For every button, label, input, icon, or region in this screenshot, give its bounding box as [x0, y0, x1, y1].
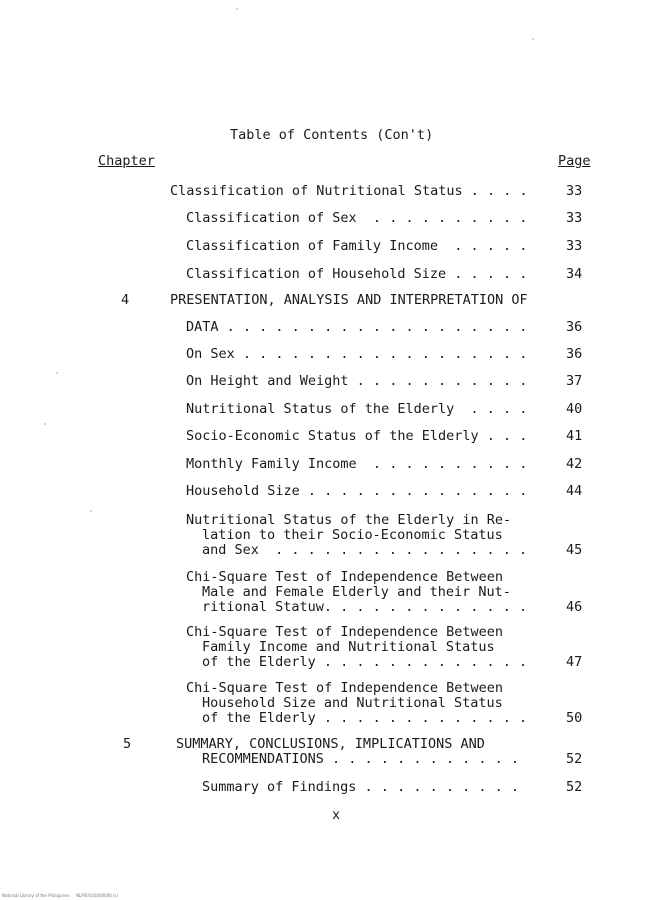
toc-entry-text: Nutritional Status of the Elderly in Re-	[186, 512, 512, 528]
toc-entry-text: Summary of Findings . . . . . . . . . .	[202, 779, 519, 795]
toc-entry-text: Socio-Economic Status of the Elderly . . .	[186, 428, 528, 444]
toc-entry-text: and Sex . . . . . . . . . . . . . . . .	[202, 542, 528, 558]
page-column-header: Page	[558, 153, 591, 169]
toc-entry-page: 40	[566, 401, 583, 417]
toc-entry-text: of the Elderly . . . . . . . . . . . . .	[202, 710, 528, 726]
toc-entry-page: 47	[566, 654, 583, 670]
scan-footer: National Library of the Philippines NLP00101000000 (c)	[2, 893, 119, 898]
toc-entry-text: Nutritional Status of the Elderly . . . .	[186, 401, 528, 417]
chapter-column-header: Chapter	[98, 153, 155, 169]
toc-entry-page: 33	[566, 183, 583, 199]
toc-entry-text: Classification of Family Income . . . . .	[186, 238, 528, 254]
toc-entry-text: Chi-Square Test of Independence Between	[186, 624, 503, 640]
page-title: Table of Contents (Con't)	[230, 127, 434, 143]
toc-entry-page: 46	[566, 599, 583, 615]
page-number: x	[332, 807, 341, 823]
toc-entry-text: Classification of Nutritional Status . . . .	[170, 183, 528, 199]
toc-entry-page: 45	[566, 542, 583, 558]
toc-entry-page: 52	[566, 751, 583, 767]
toc-entry-text: Chi-Square Test of Independence Between	[186, 569, 503, 585]
toc-entry-text: On Sex . . . . . . . . . . . . . . . . . .	[186, 346, 528, 362]
toc-entry-text: lation to their Socio-Economic Status	[202, 527, 503, 543]
toc-entry-page: 36	[566, 319, 583, 335]
chapter-number: 4	[121, 292, 130, 308]
chapter-title: SUMMARY, CONCLUSIONS, IMPLICATIONS AND	[176, 736, 485, 752]
scan-speck	[90, 510, 92, 512]
toc-entry-page: 33	[566, 210, 583, 226]
toc-entry-text: Monthly Family Income . . . . . . . . . .	[186, 456, 528, 472]
scan-speck	[236, 8, 238, 10]
chapter-number: 5	[123, 736, 132, 752]
toc-entry-page: 44	[566, 483, 583, 499]
toc-entry-text: Household Size and Nutritional Status	[202, 695, 503, 711]
toc-entry-page: 52	[566, 779, 583, 795]
toc-entry-page: 50	[566, 710, 583, 726]
chapter-title: RECOMMENDATIONS . . . . . . . . . . . .	[202, 751, 519, 767]
toc-entry-page: 36	[566, 346, 583, 362]
toc-entry-page: 41	[566, 428, 583, 444]
scan-speck	[532, 38, 534, 40]
toc-entry-text: Male and Female Elderly and their Nut-	[202, 584, 511, 600]
scan-speck	[44, 423, 46, 425]
chapter-title: PRESENTATION, ANALYSIS AND INTERPRETATION OF	[170, 292, 528, 308]
toc-entry-text: Classification of Sex . . . . . . . . . .	[186, 210, 528, 226]
scan-speck	[56, 372, 58, 374]
toc-entry-text: of the Elderly . . . . . . . . . . . . .	[202, 654, 528, 670]
toc-entry-page: 37	[566, 373, 583, 389]
toc-entry-page: 33	[566, 238, 583, 254]
toc-entry-page: 34	[566, 266, 583, 282]
toc-entry-text: Chi-Square Test of Independence Between	[186, 680, 503, 696]
toc-entry-text: On Height and Weight . . . . . . . . . . .	[186, 373, 528, 389]
toc-entry-page: 42	[566, 456, 583, 472]
toc-entry-text: Household Size . . . . . . . . . . . . . .	[186, 483, 528, 499]
toc-entry-text: Family Income and Nutritional Status	[202, 639, 495, 655]
toc-entry-text: DATA . . . . . . . . . . . . . . . . . . .	[186, 319, 528, 335]
toc-entry-text: ritional Statuw. . . . . . . . . . . . .	[202, 599, 528, 615]
toc-entry-text: Classification of Household Size . . . . .	[186, 266, 528, 282]
